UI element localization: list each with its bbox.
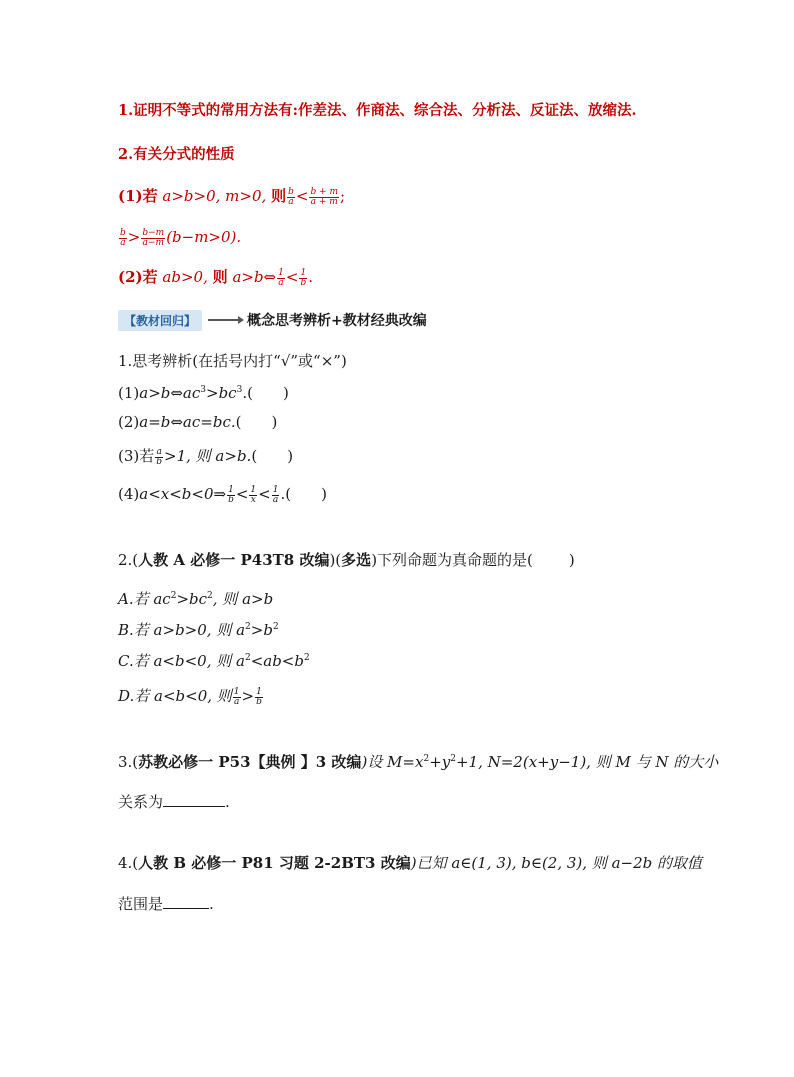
answer-bracket-close: )	[271, 413, 278, 431]
expr: >bc	[206, 384, 237, 402]
fraction-b-minus-m-over-a-minus-m: $\frac{b-m}{a-m}$	[142, 227, 165, 248]
section-heading-fraction-properties: 2.有关分式的性质	[118, 146, 235, 163]
review-title: 概念思考辨析+教材经典改编	[247, 313, 427, 329]
property-2-expr: a>b⇔	[232, 268, 277, 286]
section-heading-proof-methods: 1.证明不等式的常用方法有:作差法、作商法、综合法、分析法、反证法、放缩法.	[118, 102, 637, 119]
property-2-condition: ab>0,	[162, 268, 208, 286]
answer-bracket-open: (	[235, 413, 242, 431]
q4-stem	[118, 853, 702, 873]
expr: >1, 则 a>b.	[164, 447, 252, 465]
property-1-condition: a>b>0, m>0,	[162, 187, 267, 205]
option-text: >b	[250, 621, 273, 639]
answer-blank[interactable]	[163, 792, 225, 807]
item-number: (2)	[118, 413, 140, 431]
question-text: )设 M=x	[361, 753, 424, 771]
question-number: 2.(	[118, 551, 139, 569]
answer-bracket-close: )	[568, 551, 575, 569]
question-number: 3.(	[118, 753, 139, 771]
review-badge: 【教材回归】	[118, 310, 202, 331]
answer-bracket-open: .(	[242, 384, 253, 402]
option-text: >bc	[176, 590, 208, 608]
fraction-1-over-b: $\frac{1}{b}$	[228, 484, 234, 505]
question-text: )下列命题为真命题的是(	[371, 551, 533, 569]
q1-stem: 1.思考辨析(在括号内打“√”或“×”)	[118, 352, 347, 370]
option-text: <ab<b	[250, 652, 304, 670]
exponent: 2	[450, 754, 456, 764]
punctuation: .	[209, 895, 214, 913]
property-1b-condition: (b−m>0).	[166, 228, 242, 246]
property-2-prefix: (2)若	[118, 268, 158, 286]
question-source: 苏教必修一 P53【典例 】3 改编	[138, 753, 362, 771]
property-1b-line	[118, 227, 241, 248]
greater-than: >	[127, 228, 141, 246]
question-text: 关系为	[118, 793, 164, 811]
q2-option-d	[118, 686, 264, 707]
exponent: 2	[170, 591, 177, 601]
less-than: <	[285, 268, 299, 286]
arrow-right-icon	[208, 315, 244, 325]
fraction-1-over-a: $\frac{1}{a}$	[233, 686, 240, 707]
item-number: (1)	[118, 384, 140, 402]
answer-blank[interactable]	[163, 894, 209, 909]
answer-bracket-close: )	[287, 447, 294, 465]
punctuation: ;	[340, 187, 346, 205]
exponent: 2	[245, 622, 251, 632]
q4-line-2	[118, 894, 214, 914]
exponent: 3	[236, 385, 243, 395]
answer-bracket-close: )	[321, 485, 327, 503]
answer-bracket-open: .(	[280, 485, 292, 503]
item-number: (4)	[118, 485, 140, 503]
q2-option-b	[118, 620, 279, 640]
punctuation: .	[225, 793, 230, 811]
question-text: +1, N=2(x+y−1), 则 M 与 N 的大小	[455, 753, 719, 771]
expr: a=b⇔ac=bc.	[139, 413, 236, 431]
fraction-1-over-b: $\frac{1}{b}$	[256, 686, 262, 707]
property-1-then: 则	[271, 187, 287, 205]
exponent: 3	[200, 385, 207, 395]
q2-option-a	[118, 589, 273, 609]
property-2-then: 则	[212, 268, 228, 286]
fraction-b-over-a: $\frac{b}{a}$	[120, 227, 126, 248]
punctuation: .	[308, 268, 313, 286]
less-than: <	[235, 485, 249, 503]
property-1-prefix: (1)若	[118, 187, 158, 205]
fraction-a-over-b: $\frac{a}{b}$	[156, 446, 163, 467]
q3-stem	[118, 752, 718, 772]
q3-line-2	[118, 792, 230, 812]
property-1-line	[118, 186, 345, 207]
question-source: 人教 A 必修一 P43T8 改编	[138, 551, 330, 569]
q1-item-4	[118, 484, 327, 505]
question-text: )已知 a∈(1, 3), b∈(2, 3), 则 a−2b 的取值	[410, 854, 703, 872]
property-2-line	[118, 267, 313, 288]
fraction-bm-over-am: $\frac{b + m}{a + m}$	[310, 186, 338, 207]
review-section-tag	[118, 309, 427, 331]
answer-bracket-close: )	[282, 384, 289, 402]
question-text: +y	[429, 753, 451, 771]
option-text: D.若 a<b<0, 则	[118, 687, 232, 705]
question-text: 范围是	[118, 895, 164, 913]
greater-than: >	[241, 687, 255, 705]
exponent: 2	[272, 622, 279, 632]
question-source: 人教 B 必修一 P81 习题 2-2BT3 改编	[138, 854, 411, 872]
q1-item-1	[118, 383, 289, 403]
less-than: <	[258, 485, 271, 503]
fraction-1-over-b: $\frac{1}{b}$	[300, 267, 307, 288]
fraction-1-over-x: $\frac{1}{x}$	[250, 484, 257, 505]
q2-stem	[118, 550, 575, 570]
exponent: 2	[303, 653, 310, 663]
item-number: (3)若	[118, 447, 155, 465]
fraction-1-over-a: $\frac{1}{a}$	[272, 484, 279, 505]
exponent: 2	[244, 653, 251, 663]
multi-select-label: 多选	[341, 551, 372, 569]
exponent: 2	[423, 754, 430, 764]
q1-item-2	[118, 412, 277, 432]
exponent: 2	[207, 591, 213, 601]
q1-item-3	[118, 446, 293, 467]
less-than: <	[295, 187, 309, 205]
option-text: C.若 a<b<0, 则 a	[118, 652, 245, 670]
option-text: , 则 a>b	[212, 590, 274, 608]
fraction-1-over-a: $\frac{1}{a}$	[278, 267, 284, 288]
question-number: 4.(	[118, 854, 139, 872]
answer-bracket-open: (	[251, 447, 258, 465]
option-text: A.若 ac	[118, 590, 171, 608]
expr: a>b⇔ac	[139, 384, 201, 402]
punctuation: )(	[329, 551, 342, 569]
fraction-b-over-a: $\frac{b}{a}$	[288, 186, 294, 207]
q2-option-c	[118, 651, 310, 671]
option-text: B.若 a>b>0, 则 a	[118, 621, 246, 639]
expr: a<x<b<0⇒	[139, 485, 227, 503]
